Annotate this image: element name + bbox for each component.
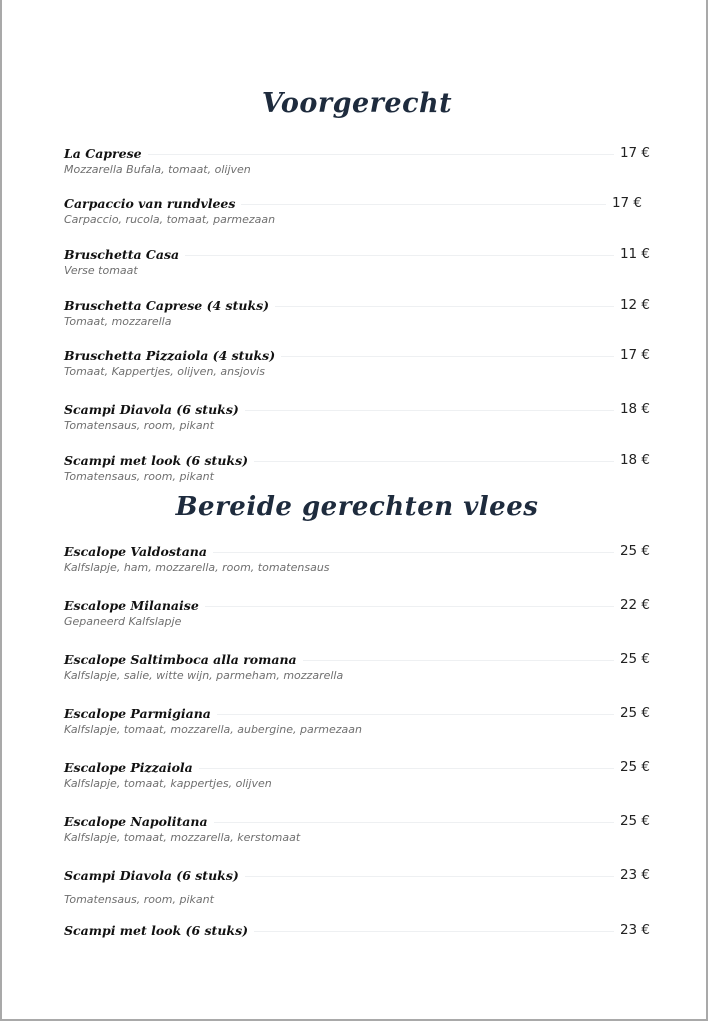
item-description: Carpaccio, rucola, tomaat, parmezaan [64,213,276,226]
item-name: Escalope Valdostana [64,544,213,559]
item-price: 17 € [611,195,642,211]
leader-line [217,714,614,715]
item-description: Tomaat, Kappertjes, olijven, ansjovis [64,365,265,378]
item-name: Scampi met look (6 stuks) [64,453,254,468]
menu-item [64,346,650,378]
item-description: Kalfslapje, salie, witte wijn, parmeham, mozzarella [64,669,344,682]
leader-line [199,768,614,769]
item-price: 18 € [619,401,650,417]
item-name: Scampi Diavola (6 stuks) [64,868,245,883]
menu-item [64,921,650,939]
menu-item [64,451,650,483]
item-description: Verse tomaat [64,264,138,277]
item-price: 18 € [619,452,650,468]
menu-item [64,812,650,844]
leader-line [148,154,614,155]
leader-line [281,356,614,357]
item-name: Bruschetta Caprese (4 stuks) [64,298,275,313]
item-name: Bruschetta Pizzaiola (4 stuks) [64,348,281,363]
leader-line [205,606,614,607]
item-name: Escalope Pizzaiola [64,760,199,775]
leader-line [303,660,614,661]
item-price: 17 € [619,347,650,363]
item-name: La Caprese [64,146,148,161]
item-name: Scampi Diavola (6 stuks) [64,402,245,417]
item-description: Kalfslapje, tomaat, kappertjes, olijven [64,777,272,790]
item-name: Carpaccio van rundvlees [64,196,241,211]
leader-line [214,822,614,823]
menu-item [64,194,650,226]
leader-line [254,461,614,462]
section-title-voorgerecht: Voorgerecht [261,88,453,119]
item-price: 23 € [619,922,650,938]
item-description: Tomatensaus, room, pikant [64,470,214,483]
item-name: Bruschetta Casa [64,247,185,262]
item-description: Kalfslapje, tomaat, mozzarella, kerstomaat [64,831,301,844]
item-name: Escalope Napolitana [64,814,214,829]
item-price: 25 € [619,651,650,667]
menu-item [64,758,650,790]
menu-item [64,704,650,736]
item-name: Escalope Saltimboca alla romana [64,652,303,667]
menu-item [64,542,650,574]
menu-item [64,245,650,277]
item-price: 23 € [619,867,650,883]
menu-item [64,144,650,176]
menu-item [64,296,650,328]
leader-line [254,931,614,932]
item-description: Tomatensaus, room, pikant [64,893,214,906]
menu-item [64,866,650,906]
item-name: Escalope Milanaise [64,598,205,613]
item-price: 25 € [619,705,650,721]
item-price: 25 € [619,759,650,775]
item-description: Kalfslapje, ham, mozzarella, room, tomatensaus [64,561,330,574]
item-description: Kalfslapje, tomaat, mozzarella, aubergine, parmezaan [64,723,362,736]
item-description: Mozzarella Bufala, tomaat, olijven [64,163,251,176]
menu-item [64,400,650,432]
item-price: 12 € [619,297,650,313]
leader-line [185,255,614,256]
menu-item [64,650,650,682]
item-name: Escalope Parmigiana [64,706,217,721]
leader-line [213,552,614,553]
leader-line [241,204,606,205]
item-price: 25 € [619,813,650,829]
item-description: Gepaneerd Kalfslapje [64,615,182,628]
section-title-bereide-gerechten-vlees: Bereide gerechten vlees [175,492,539,522]
item-price: 11 € [619,246,650,262]
item-name: Scampi met look (6 stuks) [64,923,254,938]
item-description: Tomaat, mozzarella [64,315,172,328]
item-price: 25 € [619,543,650,559]
leader-line [245,410,614,411]
item-price: 17 € [619,145,650,161]
menu-item [64,596,650,628]
item-price: 22 € [619,597,650,613]
leader-line [275,306,614,307]
item-description: Tomatensaus, room, pikant [64,419,214,432]
leader-line [245,876,614,877]
